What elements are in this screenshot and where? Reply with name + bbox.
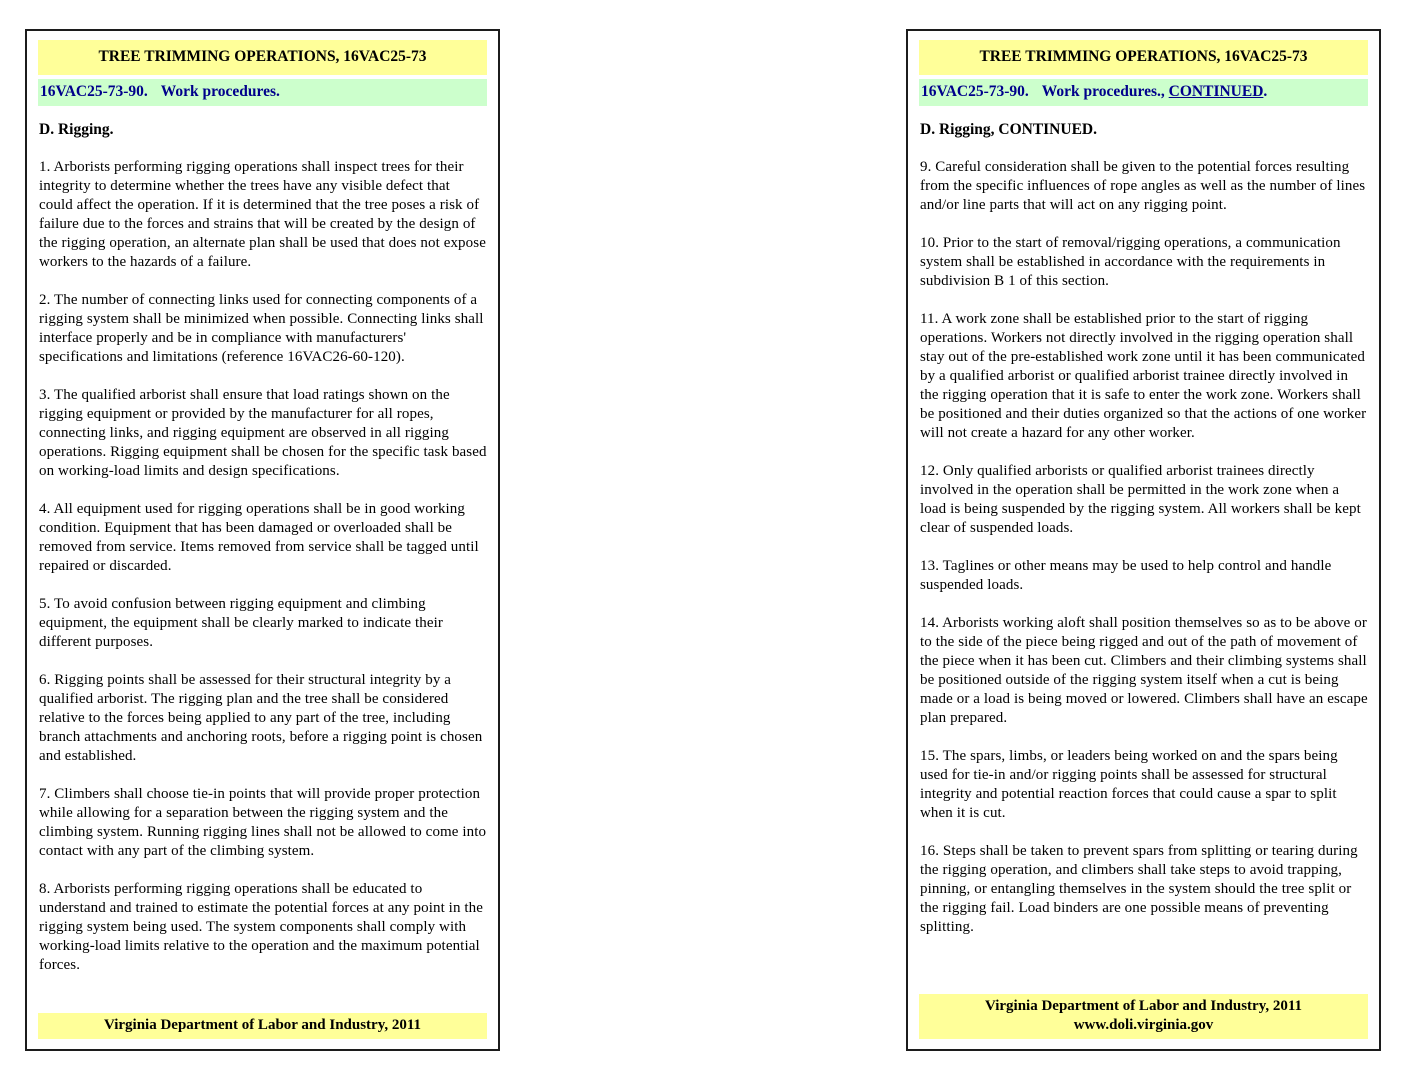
page-1-footer-text: Virginia Department of Labor and Industry, 2011 — [103, 1017, 422, 1033]
paragraph-7: 7. Climbers shall choose tie-in points that will provide proper protection while allowing for a separation between the rigging system and the climbing system. Running rigging lines shall not be allowed to come into contact with any part of the climbing system. — [39, 786, 487, 859]
page-1-section-title: Work procedures. — [160, 83, 280, 100]
page-1 — [25, 29, 500, 1051]
page-1-footer-banner — [38, 1013, 487, 1039]
page-2-section-continued: CONTINUED — [1168, 83, 1264, 100]
paragraph-4: 4. All equipment used for rigging operations shall be in good working condition. Equipment that has been damaged or overloaded shall be removed from service. Items removed from service shall be tagged until repaired or discarded. — [39, 501, 479, 574]
paragraph-2: 2. The number of connecting links used for connecting components of a rigging system shall be minimized when possible. Connecting links shall interface properly and be in compliance with manufacturers' specifications and limitations (reference 16VAC26-60-120). — [39, 292, 484, 365]
paragraph-14: 14. Arborists working aloft shall position themselves so as to be above or to the side of the piece being rigged and out of the path of movement of the piece when it has been cut. Climbers and their climbing systems shall be positioned outside of the rigging system itself when a cut is being made or a load is being moved or lowered. Climbers shall have an escape plan prepared. — [920, 615, 1368, 726]
paragraph-1: 1. Arborists performing rigging operations shall inspect trees for their integrity to determine whether the trees have any visible defect that could affect the operation. If it is determined that the tree poses a risk of failure due to the forces and strains that will be created by the design of the rigging operation, an alternate plan shall be used that does not expose workers to the hazards of a failure. — [39, 159, 486, 270]
paragraph-5: 5. To avoid confusion between rigging equipment and climbing equipment, the equipment shall be clearly marked to indicate their different purposes. — [39, 596, 443, 650]
page-2-section-banner — [919, 79, 1368, 106]
page-2-subsection-heading: D. Rigging, CONTINUED. — [920, 121, 1097, 138]
page-1-subsection-heading: D. Rigging. — [39, 121, 114, 138]
paragraph-6: 6. Rigging points shall be assessed for their structural integrity by a qualified arborist. The rigging plan and the tree shall be considered relative to the forces being applied to any part of the tree, including branch attachments and anchoring roots, before a rigging point is chosen and established. — [39, 672, 483, 764]
paragraph-12: 12. Only qualified arborists or qualified arborist trainees directly involved in the operation shall be permitted in the work zone when a load is being suspended by the rigging system. All workers shall be kept clear of suspended loads. — [920, 463, 1361, 536]
paragraph-11: 11. A work zone shall be established prior to the start of rigging operations. Workers not directly involved in the rigging operation shall stay out of the pre-established work zone until it has been communicated by a qualified arborist or qualified arborist trainee directly involved in the rigging operation that it is safe to enter the work zone. Workers shall be positioned and their duties organized so that the actions of one worker will not create a hazard for any other worker. — [920, 311, 1367, 441]
paragraph-15: 15. The spars, limbs, or leaders being worked on and the spars being used for tie-in and/or rigging points shall be assessed for structural integrity and potential reaction forces that could cause a spar to split when it is cut. — [920, 748, 1338, 821]
page-2-footer-text: Virginia Department of Labor and Industry, 2011 — [984, 998, 1303, 1014]
page-1-section-banner — [38, 79, 487, 106]
page-2-section-number: 16VAC25-73-90. — [921, 83, 1029, 100]
page-2-section-title: Work procedures., — [1041, 83, 1165, 100]
page-2-footer-banner — [919, 994, 1368, 1039]
page-2-footer-url: www.doli.virginia.gov — [1073, 1017, 1214, 1033]
page-2-title: TREE TRIMMING OPERATIONS, 16VAC25-73 — [979, 48, 1308, 65]
page-2 — [906, 29, 1381, 1051]
paragraph-16: 16. Steps shall be taken to prevent spars from splitting or tearing during the rigging operation, and climbers shall take steps to avoid trapping, pinning, or entangling themselves in the system should the tree split or the rigging fail. Load binders are one possible means of preventing splitting. — [920, 843, 1358, 935]
paragraph-9: 9. Careful consideration shall be given to the potential forces resulting from the specific influences of rope angles as well as the number of lines and/or line parts that will act on any rigging point. — [920, 159, 1366, 213]
page-1-section-number: 16VAC25-73-90. — [40, 83, 148, 100]
page-1-title: TREE TRIMMING OPERATIONS, 16VAC25-73 — [98, 48, 427, 65]
paragraph-10: 10. Prior to the start of removal/rigging operations, a communication system shall be established in accordance with the requirements in subdivision B 1 of this section. — [920, 235, 1341, 289]
paragraph-13: 13. Taglines or other means may be used to help control and handle suspended loads. — [920, 558, 1332, 593]
page-1-title-banner — [38, 40, 487, 75]
paragraph-3: 3. The qualified arborist shall ensure that load ratings shown on the rigging equipment or provided by the manufacturer for all ropes, connecting links, and rigging equipment are observed in all rigging operations. Rigging equipment shall be chosen for the specific task based on working-load limits and design specifications. — [39, 387, 487, 479]
page-2-title-banner — [919, 40, 1368, 75]
page-2-section-suffix: . — [1263, 83, 1268, 100]
paragraph-8: 8. Arborists performing rigging operations shall be educated to understand and trained to estimate the potential forces at any point in the rigging system being used. The system components shall comply with working-load limits relative to the operation and the maximum potential forces. — [39, 881, 484, 973]
